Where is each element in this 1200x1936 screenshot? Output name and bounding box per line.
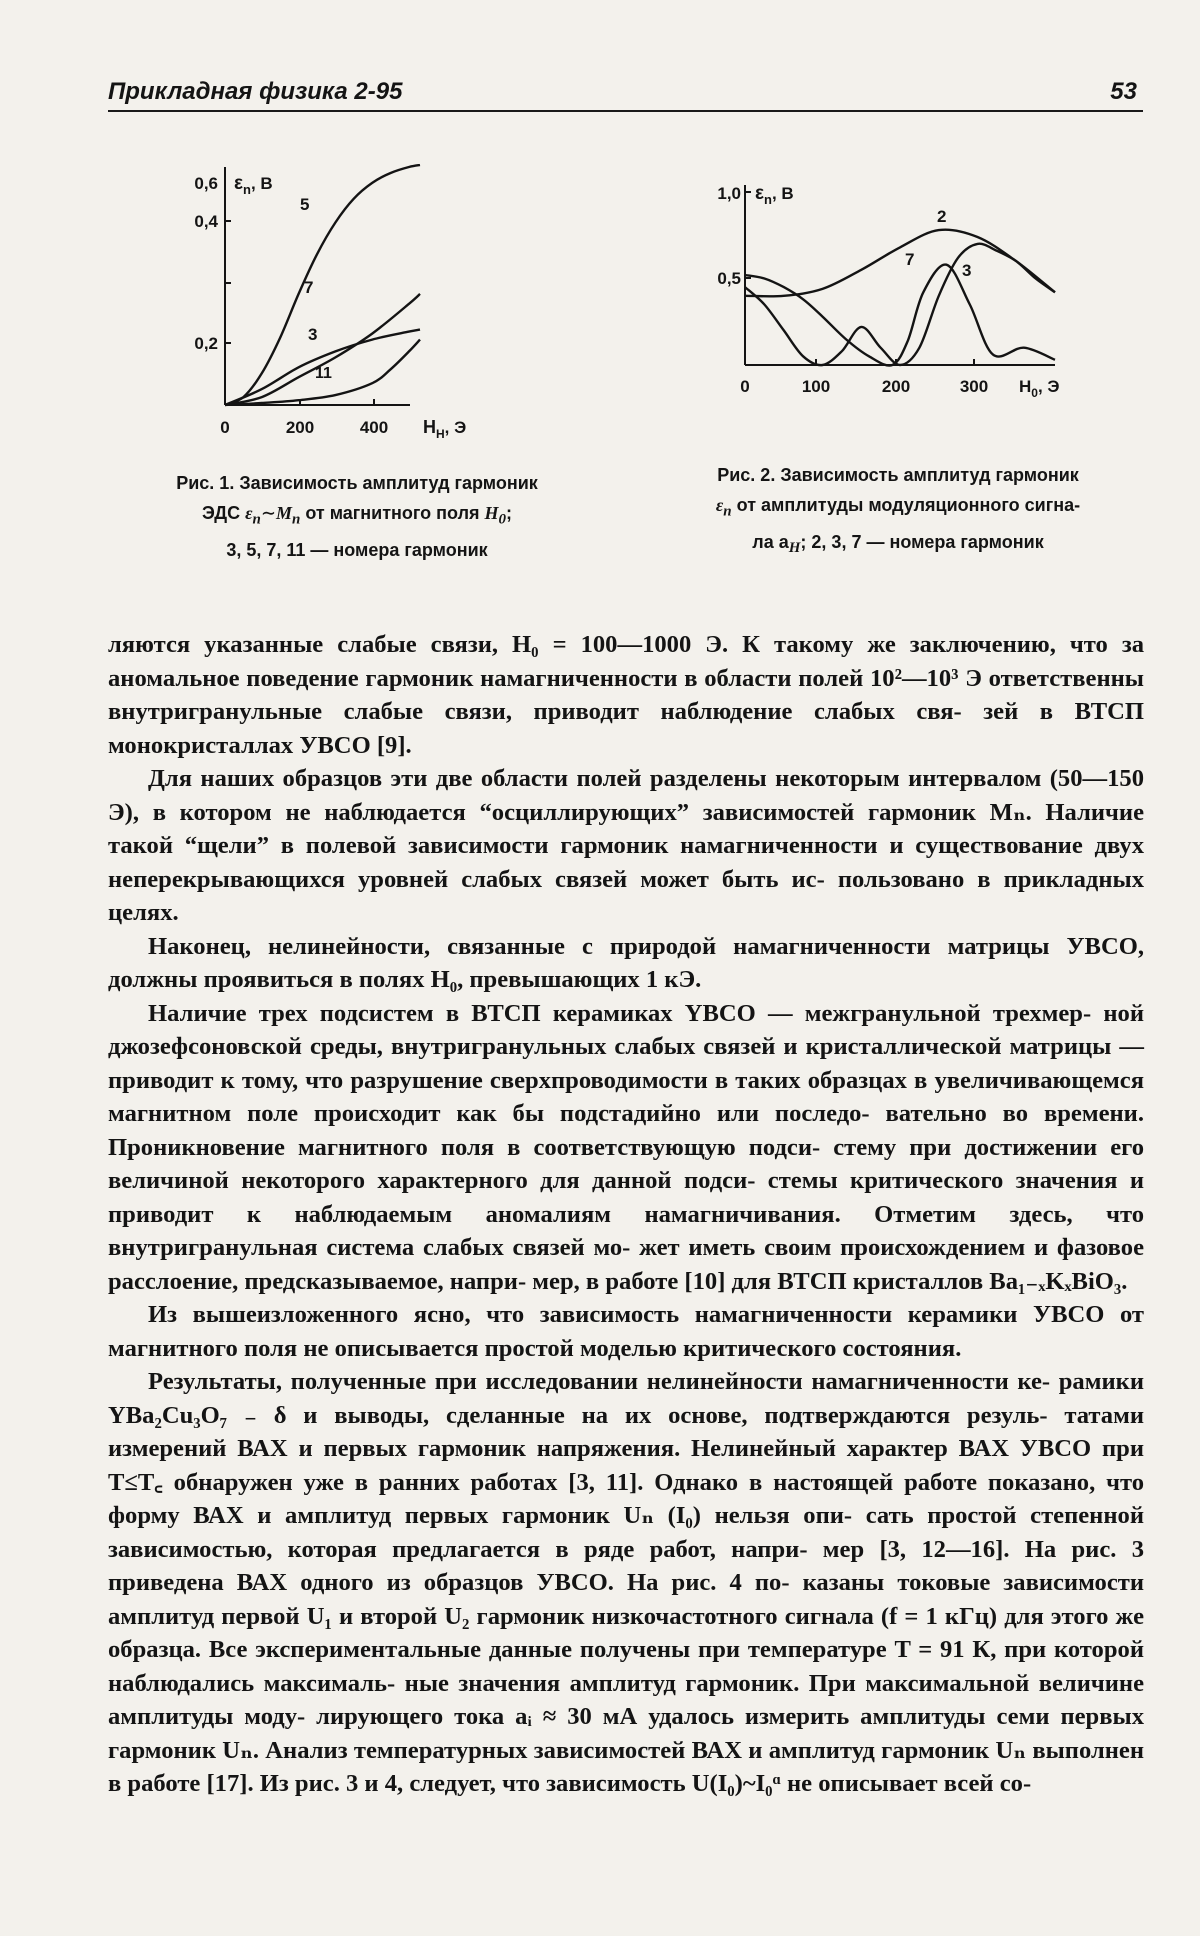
paragraph-3: Наконец, нелинейности, связанные с природой намагниченности матрицы УВСО, должны проявиться в полях H₀, превышающих 1 кЭ.: [108, 932, 1144, 993]
fig1-x-axis-label: $Н_H$, Э: [423, 417, 467, 441]
fig2-series-3: [745, 244, 1055, 365]
fig1-curve-label-7: 7: [304, 278, 314, 297]
fig1-ytick-04: 0,4: [194, 212, 218, 231]
figure-1-chart: [180, 165, 520, 445]
fig2-xtick-100: 100: [801, 377, 831, 396]
paragraph-4: Наличие трех подсистем в ВТСП керамиках YBCO — межгранульной трехмер- ной джозефсоновской среды, внутригранульных слабых связей и кристаллической матрицы — приводит к тому, что разрушение сверхпроводимости в таких образцах в увеличивающемся магнитном поле происходит как бы подстадийно или последо- вательно во времени. Проникновение магнитного поля в соответствующую подси- стему при достижении его величиной некоторого характерного для данной подси- стемы критического значения и приводит к наблюдаемым аномалиям намагничивания. Отметим здесь, что внутригранульная система слабых связей мо- жет иметь своим происхождением и фазовое расслоение, предсказываемое, напри- мер, в работе [10] для ВТСП кристаллов Ba₁₋ₓKₓBiO₃.: [108, 999, 1144, 1295]
fig1-ytick-02: 0,2: [194, 334, 218, 353]
fig2-series-2: [745, 230, 1055, 297]
paragraph-2: Для наших образцов эти две области полей разделены некоторым интервалом (50—150 Э), в котором не наблюдается “осциллирующих” зависимостей гармоник Mₙ. Наличие такой “щели” в полевой зависимости гармоник намагниченности и существование двух неперекрывающихся уровней слабых связей может быть ис- пользовано в прикладных целях.: [108, 765, 1144, 926]
journal-title: Прикладная физика 2-95: [108, 78, 403, 105]
fig1-caption-line3: 3, 5, 7, 11 — номера гармоник: [226, 539, 488, 560]
fig2-ytick-10: 1,0: [717, 184, 741, 203]
figure-2-chart: [705, 180, 1105, 405]
figure-1-caption: [142, 468, 572, 565]
fig1-xtick-400: 400: [359, 418, 389, 437]
fig2-caption-line2: $\varepsilon_n$ от амплитуды модуляционного сигна-: [715, 495, 1081, 520]
fig2-ytick-05: 0,5: [717, 269, 741, 288]
fig1-xtick-0: 0: [220, 418, 230, 437]
fig1-y-axis-label: $\varepsilon_n$, В: [234, 173, 273, 197]
fig2-curve-label-3: 3: [962, 261, 972, 280]
fig2-y-axis-label: $\varepsilon_n$, В: [755, 183, 794, 207]
fig1-curve-label-5: 5: [300, 195, 310, 214]
fig2-series-7: [745, 265, 1055, 366]
fig1-xtick-200: 200: [285, 418, 315, 437]
fig2-curve-label-7: 7: [905, 250, 915, 269]
fig1-caption-line1: Рис. 1. Зависимость амплитуд гармоник: [176, 473, 538, 493]
body-text: [108, 628, 1144, 1801]
fig2-curve-label-2: 2: [937, 207, 947, 226]
fig2-caption-line1: Рис. 2. Зависимость амплитуд гармоник: [717, 465, 1079, 485]
paragraph-1: ляются указанные слабые связи, H₀ = 100—1000 Э. К такому же заключению, что за аномальное поведение гармоник намагниченности в области полей 10²—10³ Э ответственны внутригранульные слабые связи, приводит наблюдение слабых свя- зей в ВТСП монокристаллах УВСО [9].: [108, 631, 1144, 759]
fig2-caption-line3: ла $a_H$; 2, 3, 7 — номера гармоник: [752, 531, 1044, 557]
fig2-xtick-200: 200: [881, 377, 911, 396]
fig1-ytick-06: 0,6: [194, 174, 218, 193]
figure-2-caption: [678, 460, 1118, 563]
fig2-xtick-300: 300: [959, 377, 989, 396]
paragraph-6: Результаты, полученные при исследовании нелинейности намагниченности ке- рамики YBa₂Cu₃O₇ ₋ δ и выводы, сделанные на их основе, подтверждаются резуль- татами измерений ВАХ и первых гармоник напряжения. Нелинейный характер ВАХ УВСО при T≤T꜀ обнаружен уже в ранних работах [3, 11]. Однако в настоящей работе показано, что форму ВАХ и амплитуд первых гармоник Uₙ (I₀) нельзя опи- сать простой степенной зависимостью, которая предлагается в ряде работ, напри- мер [3, 12—16]. На рис. 3 приведена ВАХ одного из образцов УВСО. На рис. 4 по- казаны токовые зависимости амплитуд первой U₁ и второй U₂ гармоник низкочастотного сигнала (f = 1 кГц) для этого же образца. Все экспериментальные данные получены при температуре T = 91 К, при которой наблюдались максималь- ные значения амплитуд гармоник. При максимальной величине амплитуды моду- лирующего тока aᵢ ≈ 30 мА удалось измерить амплитуды семи первых гармоник Uₙ. Анализ температурных зависимостей ВАХ и амплитуд гармоник Uₙ выполнен в работе [17]. Из рис. 3 и 4, следует, что зависимость U(I₀)~I₀ᵅ не описывает всей со-: [108, 1368, 1144, 1797]
page-header: [108, 78, 1143, 112]
fig2-xtick-0: 0: [740, 377, 750, 396]
fig1-series-7: [225, 294, 420, 405]
fig1-curve-label-11: 11: [315, 365, 332, 382]
fig1-curve-label-3: 3: [308, 325, 318, 344]
fig1-caption-line2: ЭДС $\varepsilon_n\sim M_n$ от магнитного поля $H_0$;: [201, 503, 513, 528]
page-number: 53: [1110, 78, 1137, 105]
fig2-x-axis-label: $Н_0$, Э: [1019, 377, 1060, 400]
paragraph-5: Из вышеизложенного ясно, что зависимость намагниченности керамики УВСО от магнитного поля не описывается простой моделью критического состояния.: [108, 1301, 1144, 1362]
